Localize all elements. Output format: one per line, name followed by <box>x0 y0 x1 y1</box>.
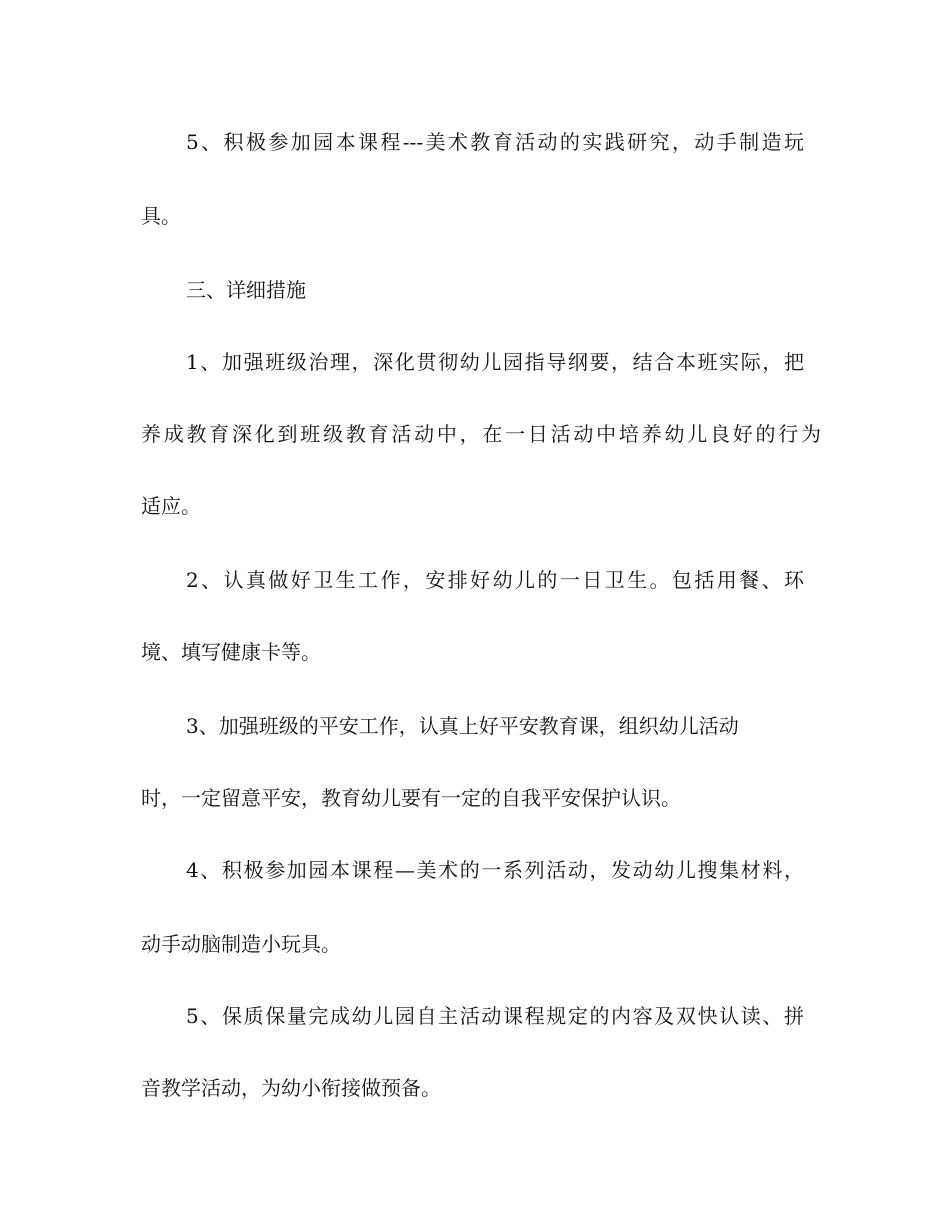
paragraph-line: 具。 <box>141 204 181 228</box>
paragraph-line: 5、积极参加园本课程---美术教育活动的实践研究，动手制造玩 <box>186 130 804 154</box>
paragraph-line: 适应。 <box>141 494 201 518</box>
paragraph-line: 4、积极参加园本课程—美术的一系列活动，发动幼儿搜集材料， <box>186 858 804 882</box>
paragraph-line: 境、填写健康卡等。 <box>141 640 321 664</box>
paragraph-line: 养成教育深化到班级教育活动中，在一日活动中培养幼儿良好的行为 <box>141 422 821 446</box>
paragraph-line: 1、加强班级治理，深化贯彻幼儿园指导纲要，结合本班实际，把 <box>186 350 804 374</box>
paragraph-line: 3、加强班级的平安工作，认真上好平安教育课，组织幼儿活动 <box>186 714 739 738</box>
paragraph-line: 2、认真做好卫生工作，安排好幼儿的一日卫生。包括用餐、环 <box>186 568 804 592</box>
paragraph-line: 时，一定留意平安，教育幼儿要有一定的自我平安保护认识。 <box>141 786 681 810</box>
paragraph-line: 5、保质保量完成幼儿园自主活动课程规定的内容及双快认读、拼 <box>186 1004 804 1028</box>
paragraph-line: 动手动脑制造小玩具。 <box>141 932 341 956</box>
section-heading: 三、详细措施 <box>186 278 306 302</box>
paragraph-line: 音教学活动，为幼小衔接做预备。 <box>141 1076 441 1100</box>
